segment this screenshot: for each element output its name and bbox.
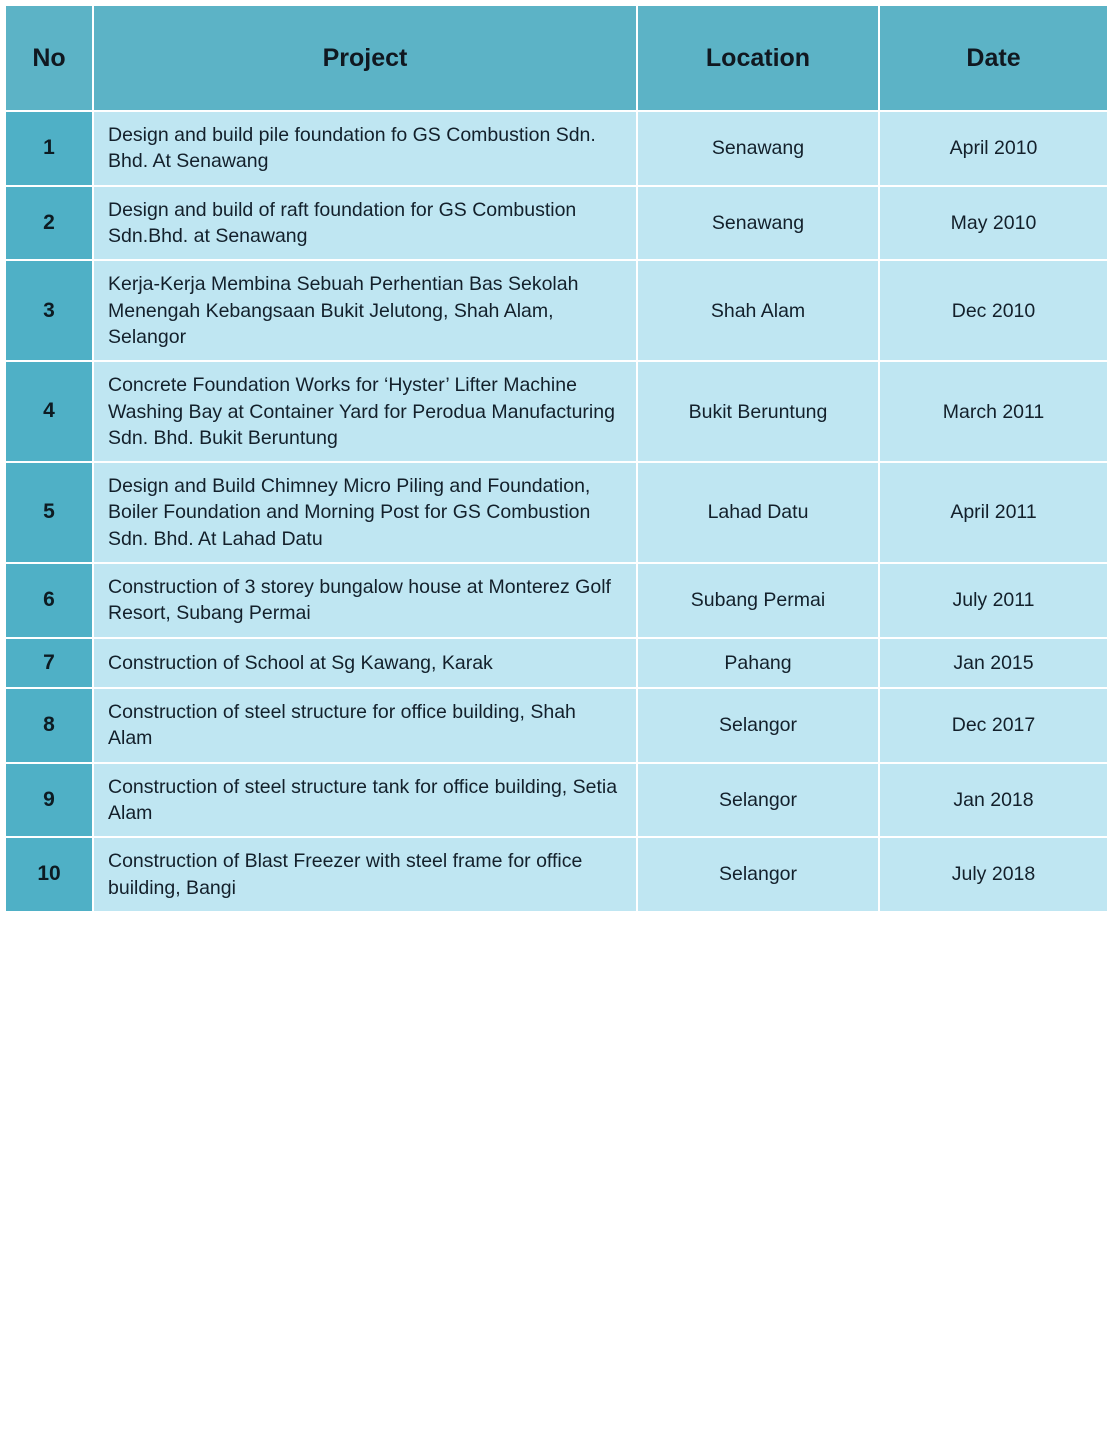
table-row <box>5 563 1108 638</box>
cell-project: Kerja-Kerja Membina Sebuah Perhentian Bas Sekolah Menengah Kebangsaan Bukit Jelutong, Shah Alam, Selangor <box>93 260 637 361</box>
cell-project: Construction of steel structure for office building, Shah Alam <box>93 688 637 763</box>
cell-date: April 2011 <box>879 462 1108 563</box>
table-row <box>5 688 1108 763</box>
column-header-location: Location <box>637 5 879 111</box>
cell-no: 3 <box>5 260 93 361</box>
cell-location: Selangor <box>637 763 879 838</box>
cell-no: 8 <box>5 688 93 763</box>
table-row <box>5 638 1108 688</box>
column-header-project: Project <box>93 5 637 111</box>
table-row <box>5 763 1108 838</box>
cell-date: July 2011 <box>879 563 1108 638</box>
cell-no: 7 <box>5 638 93 688</box>
cell-date: Jan 2015 <box>879 638 1108 688</box>
cell-date: Dec 2017 <box>879 688 1108 763</box>
cell-no: 6 <box>5 563 93 638</box>
cell-project: Construction of 3 storey bungalow house at Monterez Golf Resort, Subang Permai <box>93 563 637 638</box>
table-row <box>5 462 1108 563</box>
table-row <box>5 186 1108 261</box>
table-header-row <box>5 5 1108 111</box>
cell-no: 10 <box>5 837 93 912</box>
cell-no: 2 <box>5 186 93 261</box>
cell-date: March 2011 <box>879 361 1108 462</box>
cell-location: Selangor <box>637 837 879 912</box>
cell-project: Construction of steel structure tank for office building, Setia Alam <box>93 763 637 838</box>
cell-location: Senawang <box>637 186 879 261</box>
table-header <box>5 5 1108 111</box>
cell-project: Design and build of raft foundation for GS Combustion Sdn.Bhd. at Senawang <box>93 186 637 261</box>
cell-date: April 2010 <box>879 111 1108 186</box>
table-row <box>5 837 1108 912</box>
cell-no: 4 <box>5 361 93 462</box>
cell-project: Concrete Foundation Works for ‘Hyster’ Lifter Machine Washing Bay at Container Yard for Perodua Manufacturing Sdn. Bhd. Bukit Beruntung <box>93 361 637 462</box>
table-row <box>5 111 1108 186</box>
cell-date: May 2010 <box>879 186 1108 261</box>
cell-project: Design and build pile foundation fo GS Combustion Sdn. Bhd. At Senawang <box>93 111 637 186</box>
cell-date: Jan 2018 <box>879 763 1108 838</box>
cell-no: 1 <box>5 111 93 186</box>
column-header-date: Date <box>879 5 1108 111</box>
table-body <box>5 111 1108 912</box>
cell-location: Subang Permai <box>637 563 879 638</box>
cell-date: Dec 2010 <box>879 260 1108 361</box>
cell-location: Shah Alam <box>637 260 879 361</box>
cell-location: Senawang <box>637 111 879 186</box>
column-header-no: No <box>5 5 93 111</box>
cell-location: Pahang <box>637 638 879 688</box>
cell-project: Construction of Blast Freezer with steel frame for office building, Bangi <box>93 837 637 912</box>
project-experience-table <box>4 4 1109 913</box>
cell-location: Lahad Datu <box>637 462 879 563</box>
table-row <box>5 260 1108 361</box>
cell-project: Construction of School at Sg Kawang, Karak <box>93 638 637 688</box>
cell-location: Selangor <box>637 688 879 763</box>
table-row <box>5 361 1108 462</box>
cell-date: July 2018 <box>879 837 1108 912</box>
cell-no: 9 <box>5 763 93 838</box>
cell-project: Design and Build Chimney Micro Piling and Foundation, Boiler Foundation and Morning Post for GS Combustion Sdn. Bhd. At Lahad Datu <box>93 462 637 563</box>
cell-location: Bukit Beruntung <box>637 361 879 462</box>
cell-no: 5 <box>5 462 93 563</box>
